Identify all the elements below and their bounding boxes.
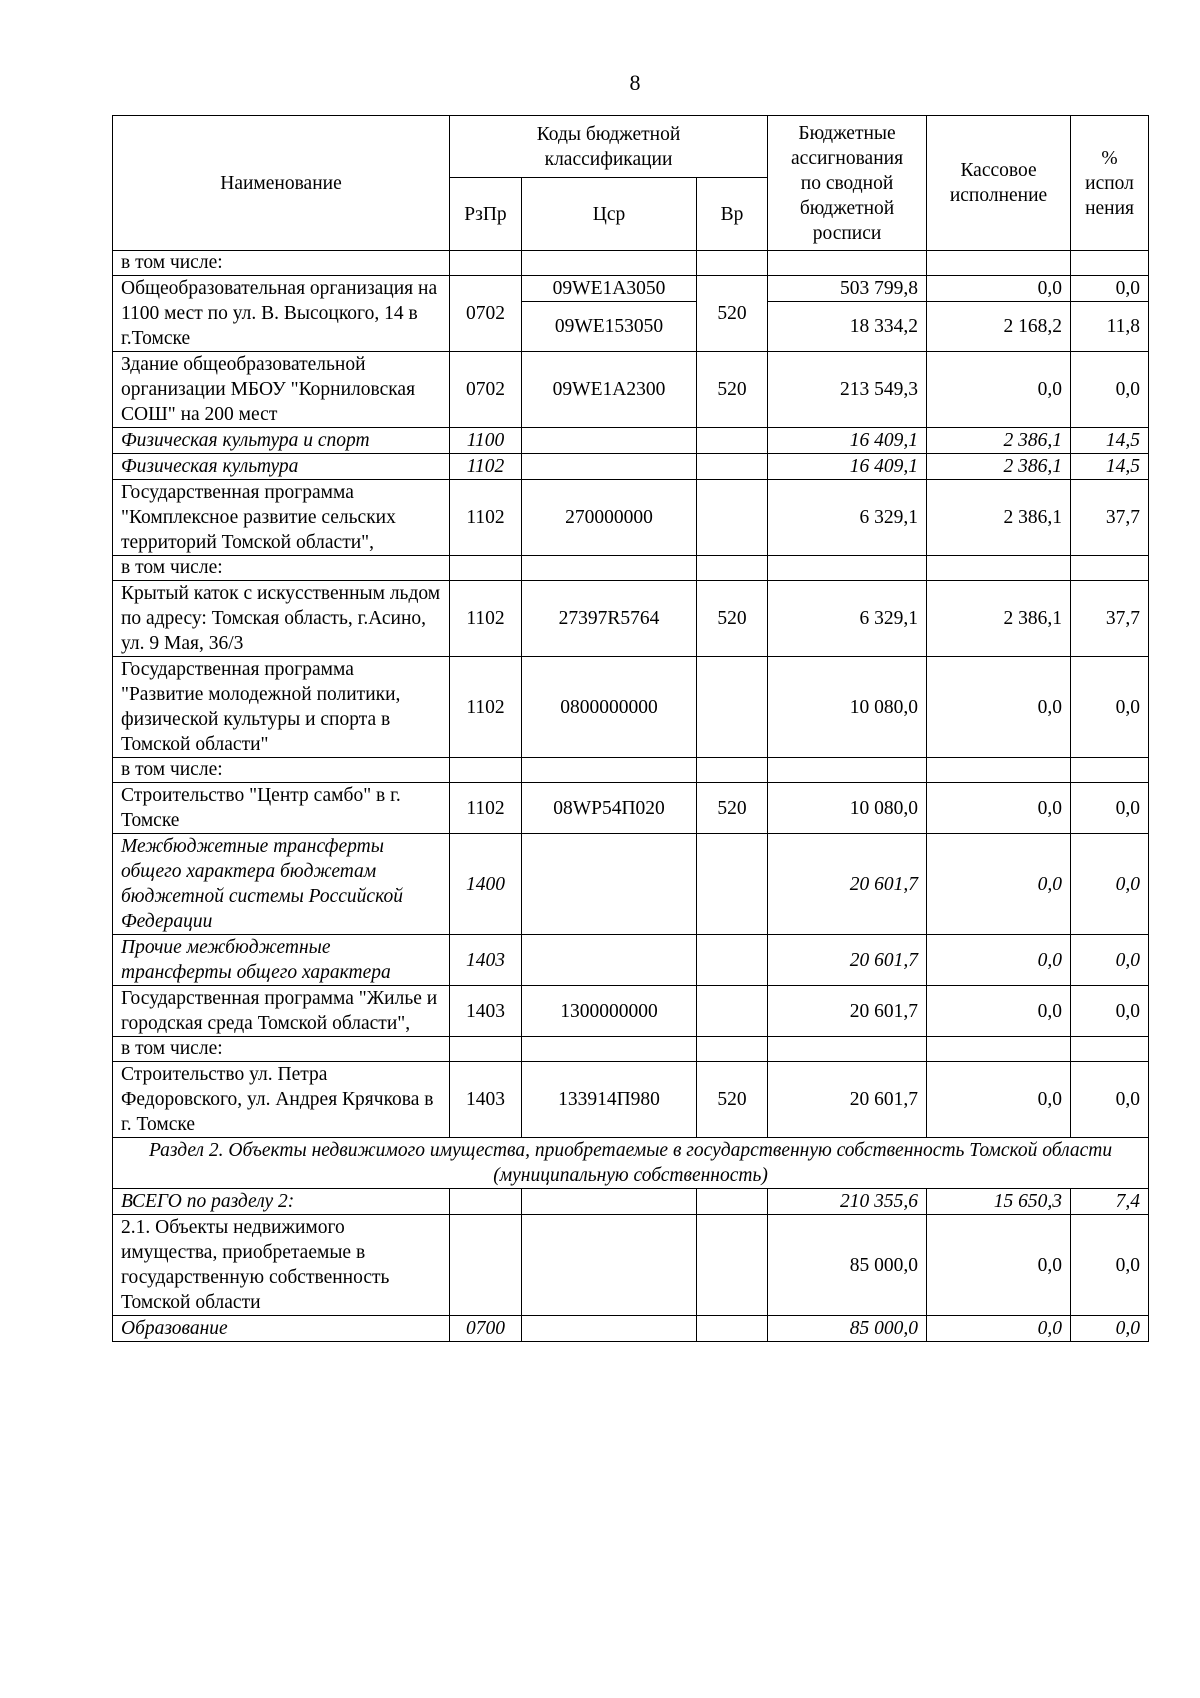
row-pct: 0,0 (1071, 1316, 1149, 1342)
row-cash: 0,0 (927, 834, 1071, 935)
header-cash: Кассовое исполнение (927, 116, 1071, 251)
row-csr: 1300000000 (522, 986, 697, 1037)
row-name: в том числе: (113, 556, 450, 581)
row-cash: 0,0 (927, 1215, 1071, 1316)
row-name: Прочие межбюджетные трансферты общего характера (113, 935, 450, 986)
row-rzpr: 1102 (450, 783, 522, 834)
row-name: в том числе: (113, 758, 450, 783)
row-rzpr: 1102 (450, 480, 522, 556)
row-cash: 2 386,1 (927, 428, 1071, 454)
row-csr: 09WE1A3050 (522, 276, 697, 302)
row-name: 2.1. Объекты недвижимого имущества, приобретаемые в государственную собственность Томской области (113, 1215, 450, 1316)
table-row (113, 352, 1149, 428)
row-pct: 0,0 (1071, 783, 1149, 834)
row-vr: 520 (697, 1062, 768, 1138)
row-rzpr: 1102 (450, 657, 522, 758)
row-assignments: 6 329,1 (768, 480, 927, 556)
table-row (113, 480, 1149, 556)
row-rzpr: 1102 (450, 454, 522, 480)
row-name: Физическая культура (113, 454, 450, 480)
row-rzpr: 1403 (450, 986, 522, 1037)
header-assignments: Бюджетные ассигнования по сводной бюджетной росписи (768, 116, 927, 251)
row-cash: 0,0 (927, 986, 1071, 1037)
row-pct: 0,0 (1071, 276, 1149, 302)
page-number: 8 (629, 70, 641, 95)
header-rzpr: РзПр (450, 178, 522, 251)
row-pct: 11,8 (1071, 302, 1149, 352)
table-row (113, 1037, 1149, 1062)
table-row (113, 1189, 1149, 1215)
row-assignments: 16 409,1 (768, 428, 927, 454)
row-cash: 2 386,1 (927, 454, 1071, 480)
table-row (113, 454, 1149, 480)
row-cash: 2 386,1 (927, 480, 1071, 556)
row-csr: 09WE1A2300 (522, 352, 697, 428)
row-name: Государственная программа "Развитие молодежной политики, физической культуры и спорта в Томской области" (113, 657, 450, 758)
row-assignments: 85 000,0 (768, 1316, 927, 1342)
table-row (113, 986, 1149, 1037)
row-assignments: 16 409,1 (768, 454, 927, 480)
row-cash: 15 650,3 (927, 1189, 1071, 1215)
row-assignments: 10 080,0 (768, 783, 927, 834)
header-csr: Цср (522, 178, 697, 251)
row-name: Строительство ул. Петра Федоровского, ул. Андрея Крячкова в г. Томске (113, 1062, 450, 1138)
row-name: Межбюджетные трансферты общего характера бюджетам бюджетной системы Российской Федерации (113, 834, 450, 935)
row-pct: 14,5 (1071, 428, 1149, 454)
row-assignments: 210 355,6 (768, 1189, 927, 1215)
row-csr: 270000000 (522, 480, 697, 556)
row-pct: 0,0 (1071, 352, 1149, 428)
row-assignments: 20 601,7 (768, 986, 927, 1037)
table-row (113, 1215, 1149, 1316)
row-pct: 37,7 (1071, 480, 1149, 556)
row-pct: 14,5 (1071, 454, 1149, 480)
table-row (113, 834, 1149, 935)
row-cash: 0,0 (927, 352, 1071, 428)
table-row (113, 251, 1149, 276)
row-assignments: 213 549,3 (768, 352, 927, 428)
row-name: Государственная программа "Комплексное развитие сельских территорий Томской области", (113, 480, 450, 556)
table-row (113, 1062, 1149, 1138)
row-rzpr: 0702 (450, 276, 522, 352)
row-cash: 2 168,2 (927, 302, 1071, 352)
row-name: Образование (113, 1316, 450, 1342)
table-row (113, 428, 1149, 454)
row-name: Государственная программа "Жилье и городская среда Томской области", (113, 986, 450, 1037)
row-vr: 520 (697, 783, 768, 834)
row-assignments: 20 601,7 (768, 834, 927, 935)
row-rzpr: 1102 (450, 581, 522, 657)
row-name: в том числе: (113, 251, 450, 276)
row-cash: 0,0 (927, 657, 1071, 758)
row-rzpr: 1400 (450, 834, 522, 935)
table-row (113, 1316, 1149, 1342)
row-rzpr: 0700 (450, 1316, 522, 1342)
row-name: Крытый каток с искусственным льдом по адресу: Томская область, г.Асино, ул. 9 Мая, 36/3 (113, 581, 450, 657)
row-vr: 520 (697, 276, 768, 352)
row-pct: 37,7 (1071, 581, 1149, 657)
table-row (113, 657, 1149, 758)
row-assignments: 18 334,2 (768, 302, 927, 352)
row-rzpr: 1100 (450, 428, 522, 454)
row-cash: 0,0 (927, 1062, 1071, 1138)
header-codes-group: Коды бюджетной классификации (450, 116, 768, 178)
section-title: Раздел 2. Объекты недвижимого имущества, приобретаемые в государственную собственность Томской области (муниципальную собственность) (113, 1138, 1149, 1189)
row-pct: 0,0 (1071, 834, 1149, 935)
table-row (113, 758, 1149, 783)
row-assignments: 503 799,8 (768, 276, 927, 302)
row-cash: 0,0 (927, 276, 1071, 302)
header-pct: % испол нения (1071, 116, 1149, 251)
table-header (113, 116, 1149, 251)
row-csr: 27397R5764 (522, 581, 697, 657)
row-csr: 08WP54П020 (522, 783, 697, 834)
row-name: Здание общеобразовательной организации МБОУ "Корниловская СОШ" на 200 мест (113, 352, 450, 428)
row-pct: 7,4 (1071, 1189, 1149, 1215)
row-name: ВСЕГО по разделу 2: (113, 1189, 450, 1215)
row-pct: 0,0 (1071, 935, 1149, 986)
row-csr: 0800000000 (522, 657, 697, 758)
row-assignments: 20 601,7 (768, 1062, 927, 1138)
table-row (113, 935, 1149, 986)
row-vr: 520 (697, 581, 768, 657)
row-name: Общеобразовательная организация на 1100 мест по ул. В. Высоцкого, 14 в г.Томске (113, 276, 450, 352)
row-rzpr: 1403 (450, 935, 522, 986)
row-pct: 0,0 (1071, 986, 1149, 1037)
header-vr: Вр (697, 178, 768, 251)
row-assignments: 20 601,7 (768, 935, 927, 986)
row-name: в том числе: (113, 1037, 450, 1062)
row-vr: 520 (697, 352, 768, 428)
row-cash: 0,0 (927, 935, 1071, 986)
row-name: Физическая культура и спорт (113, 428, 450, 454)
row-cash: 2 386,1 (927, 581, 1071, 657)
row-pct: 0,0 (1071, 1215, 1149, 1316)
table-row (113, 276, 1149, 302)
row-assignments: 10 080,0 (768, 657, 927, 758)
row-pct: 0,0 (1071, 657, 1149, 758)
row-name: Строительство "Центр самбо" в г. Томске (113, 783, 450, 834)
header-name: Наименование (113, 116, 450, 251)
table-row (113, 581, 1149, 657)
row-csr: 133914П980 (522, 1062, 697, 1138)
row-cash: 0,0 (927, 783, 1071, 834)
table-row (113, 556, 1149, 581)
section-row (113, 1138, 1149, 1189)
row-rzpr: 1403 (450, 1062, 522, 1138)
row-assignments: 6 329,1 (768, 581, 927, 657)
table-row (113, 783, 1149, 834)
row-rzpr: 0702 (450, 352, 522, 428)
budget-table (112, 115, 1149, 1342)
row-assignments: 85 000,0 (768, 1215, 927, 1316)
row-cash: 0,0 (927, 1316, 1071, 1342)
row-pct: 0,0 (1071, 1062, 1149, 1138)
row-csr: 09WE153050 (522, 302, 697, 352)
